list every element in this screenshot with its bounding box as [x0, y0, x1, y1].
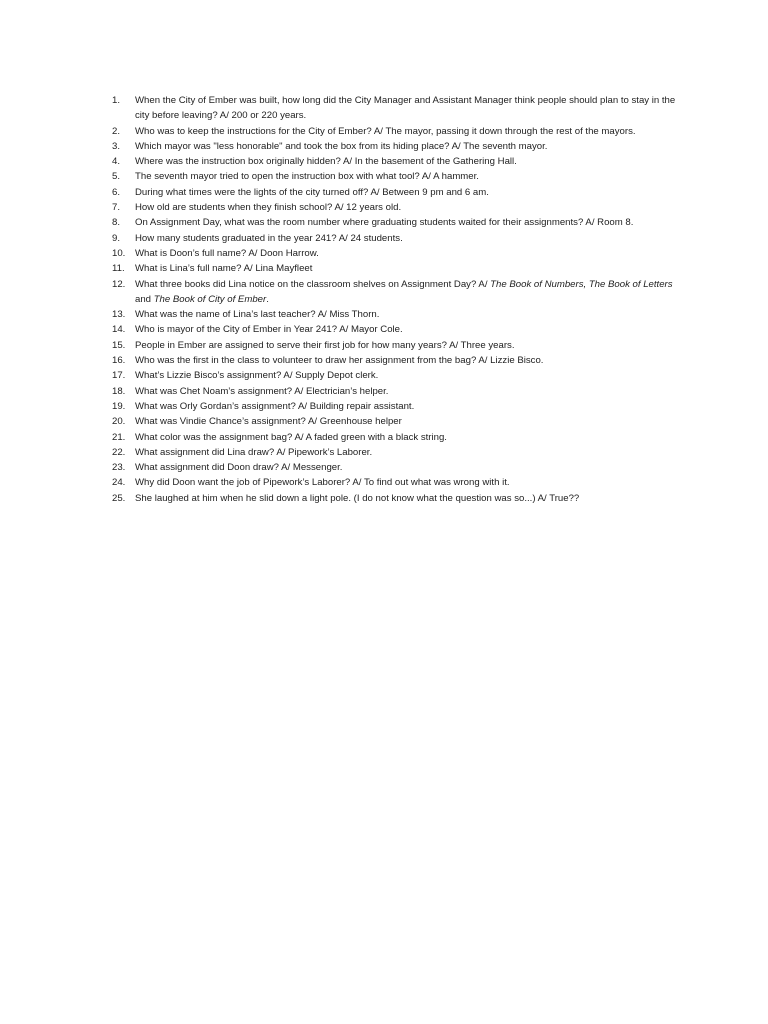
item-number: 12.: [112, 278, 126, 290]
list-item: [108, 154, 678, 169]
list-item: [108, 475, 678, 490]
item-number: 20.: [112, 416, 126, 428]
list-item: [108, 307, 678, 322]
item-text: Who is mayor of the City of Ember in Year 241? A/ Mayor Cole.: [135, 324, 403, 336]
item-number: 11.: [112, 263, 125, 275]
item-number: 10.: [112, 247, 126, 259]
item-number: 16.: [112, 355, 126, 367]
item-text: She laughed at him when he slid down a light pole. (I do not know what the question was so...) A/ True??: [135, 492, 580, 504]
item-text: What is Doon’s full name? A/ Doon Harrow.: [135, 247, 319, 259]
item-text: Which mayor was "less honorable" and took the box from its hiding place? A/ The seventh mayor.: [135, 140, 548, 152]
item-text: When the City of Ember was built, how long did the City Manager and Assistant Manager think people should plan to stay in the city before leaving? A/ 200 or 220 years.: [135, 95, 676, 122]
list-item: [108, 124, 678, 139]
item-number: 3.: [112, 140, 121, 152]
item-number: 13.: [112, 309, 126, 321]
item-number: 8.: [112, 217, 121, 229]
item-number: 2.: [112, 125, 121, 137]
question-answer-list: [108, 93, 678, 506]
list-item: [108, 353, 678, 368]
item-number: 24.: [112, 477, 126, 489]
item-number: 18.: [112, 385, 126, 397]
book-titles-italic: The Book of Numbers, The Book of Letters: [490, 278, 673, 290]
list-item: [108, 139, 678, 154]
item-text: Why did Doon want the job of Pipework’s Laborer? A/ To find out what was wrong with it.: [135, 477, 510, 489]
list-item: [108, 200, 678, 215]
item-text: What was Chet Noam’s assignment? A/ Electrician’s helper.: [135, 385, 389, 397]
list-item: [108, 384, 678, 399]
item-text: How many students graduated in the year 241? A/ 24 students.: [135, 232, 403, 244]
item-text: What assignment did Lina draw? A/ Pipework’s Laborer.: [135, 446, 373, 458]
item-number: 21.: [112, 431, 126, 443]
list-item: [108, 322, 678, 337]
item-number: 6.: [112, 186, 121, 198]
item-number: 17.: [112, 370, 126, 382]
item-number: 1.: [112, 95, 121, 106]
list-item: [108, 460, 678, 475]
book-title-italic: The Book of City of Ember: [153, 293, 267, 305]
item-text: What’s Lizzie Bisco’s assignment? A/ Supply Depot clerk.: [135, 370, 379, 382]
list-item: [108, 277, 678, 308]
item-number: 14.: [112, 324, 126, 336]
item-text: What was Vindie Chance’s assignment? A/ Greenhouse helper: [135, 416, 402, 428]
item-text: During what times were the lights of the city turned off? A/ Between 9 pm and 6 am.: [135, 186, 489, 198]
item-text: On Assignment Day, what was the room number where graduating students waited for their assignments? A/ Room 8.: [135, 217, 634, 229]
list-item: [108, 491, 678, 506]
list-item: [108, 246, 678, 261]
item-text: What color was the assignment bag? A/ A faded green with a black string.: [135, 431, 447, 443]
list-item: [108, 93, 678, 124]
item-text: People in Ember are assigned to serve their first job for how many years? A/ Three years.: [135, 339, 515, 351]
item-text-mid: and: [135, 293, 154, 305]
item-text: How old are students when they finish school? A/ 12 years old.: [135, 202, 402, 214]
list-item: [108, 261, 678, 276]
list-item: [108, 368, 678, 383]
item-number: 25.: [112, 492, 126, 504]
item-number: 23.: [112, 462, 126, 474]
item-text: What was Orly Gordan’s assignment? A/ Building repair assistant.: [135, 400, 415, 412]
item-text: Who was to keep the instructions for the City of Ember? A/ The mayor, passing it down through the rest of the mayors.: [135, 125, 636, 137]
list-item: [108, 445, 678, 460]
item-text: [135, 277, 678, 308]
item-number: 19.: [112, 400, 126, 412]
item-text: Who was the first in the class to volunteer to draw her assignment from the bag? A/ Lizzie Bisco.: [135, 355, 544, 367]
item-text: What was the name of Lina’s last teacher? A/ Miss Thorn.: [135, 309, 380, 321]
item-number: 22.: [112, 446, 126, 458]
item-text-suffix: .: [266, 293, 269, 305]
item-number: 4.: [112, 156, 121, 168]
item-number: 7.: [112, 202, 121, 214]
item-number: 5.: [112, 171, 121, 183]
list-item: [108, 430, 678, 445]
item-number: 15.: [112, 339, 126, 351]
list-item: [108, 338, 678, 353]
item-text: Where was the instruction box originally hidden? A/ In the basement of the Gathering Hall.: [135, 156, 517, 168]
item-number: 9.: [112, 232, 121, 244]
list-item: [108, 231, 678, 246]
item-text: The seventh mayor tried to open the instruction box with what tool? A/ A hammer.: [135, 171, 479, 183]
item-text-prefix: What three books did Lina notice on the classroom shelves on Assignment Day? A/: [135, 278, 491, 290]
item-text: What is Lina’s full name? A/ Lina Mayfleet: [135, 263, 313, 275]
list-item: [108, 185, 678, 200]
list-item: [108, 169, 678, 184]
list-item: [108, 215, 678, 230]
item-text: What assignment did Doon draw? A/ Messenger.: [135, 462, 343, 474]
list-item: [108, 414, 678, 429]
list-item: [108, 399, 678, 414]
